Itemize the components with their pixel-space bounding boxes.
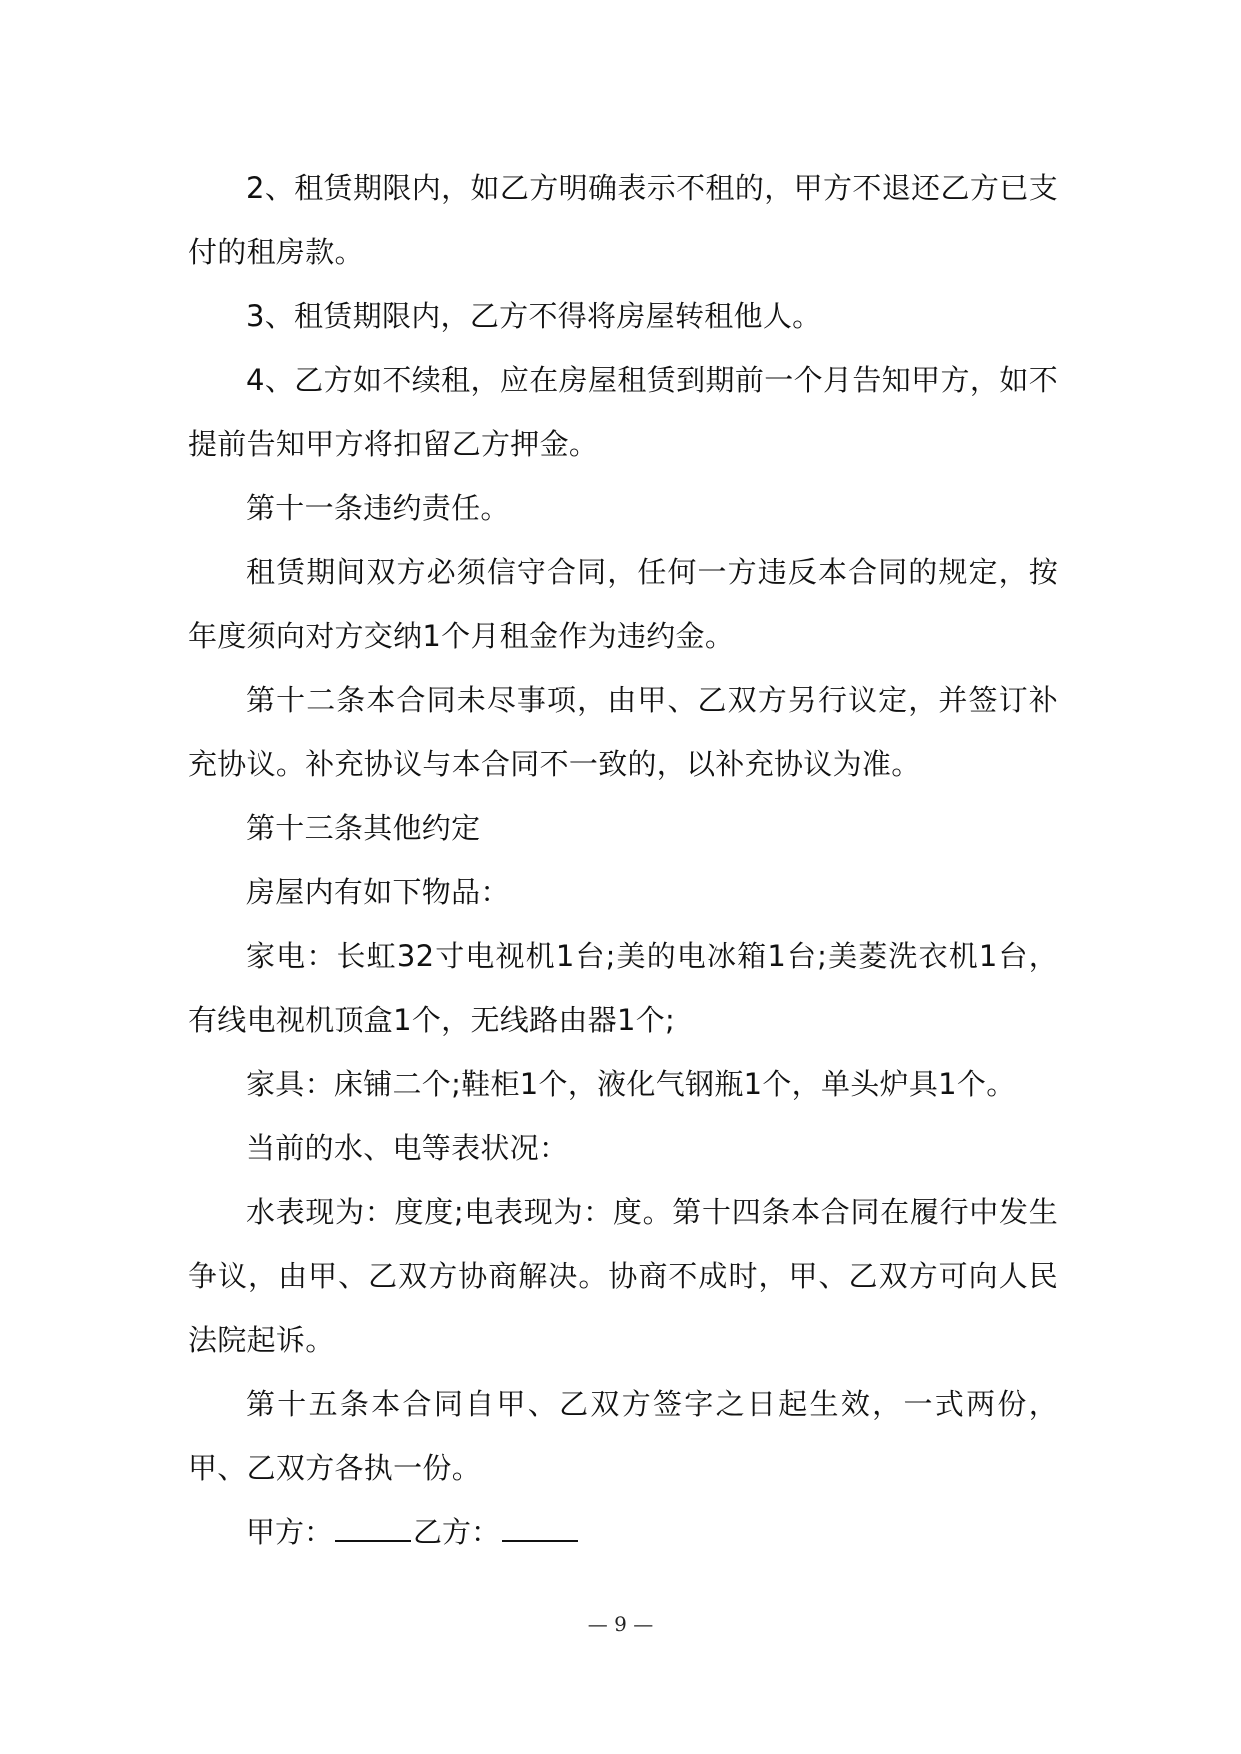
clause-paragraph: 3、租赁期限内，乙方不得将房屋转租他人。 <box>246 299 822 333</box>
party-a-signature-blank <box>335 1516 411 1542</box>
signature-line <box>188 1500 1058 1564</box>
document-body <box>188 156 1058 1564</box>
clause-paragraph: 4、乙方如不续租，应在房屋租赁到期前一个月告知甲方，如不提前告知甲方将扣留乙方押金。 <box>188 363 1058 461</box>
party-b-label: 乙方： <box>413 1515 501 1549</box>
article-paragraph: 第十二条本合同未尽事项，由甲、乙双方另行议定，并签订补充协议。补充协议与本合同不一致的，以补充协议为准。 <box>188 683 1058 781</box>
meter-status-paragraph: 水表现为：度度;电表现为：度。第十四条本合同在履行中发生争议，由甲、乙双方协商解决。协商不成时，甲、乙双方可向人民法院起诉。 <box>188 1195 1058 1357</box>
party-a-label: 甲方： <box>246 1515 334 1549</box>
furniture-list: 家具：床铺二个;鞋柜1个，液化气钢瓶1个，单头炉具1个。 <box>246 1067 1016 1101</box>
article-heading: 第十三条其他约定 <box>246 811 481 845</box>
article-heading: 第十一条违约责任。 <box>246 491 510 525</box>
clause-paragraph: 房屋内有如下物品： <box>246 875 510 909</box>
page-number: — 9 — <box>587 1612 654 1636</box>
party-b-signature-blank <box>502 1516 578 1542</box>
clause-paragraph: 当前的水、电等表状况： <box>246 1131 569 1165</box>
appliance-list: 家电：长虹32寸电视机1台;美的电冰箱1台;美菱洗衣机1台，有线电视机顶盒1个，无线路由器1个; <box>188 939 1058 1037</box>
clause-paragraph: 2、租赁期限内，如乙方明确表示不租的，甲方不退还乙方已支付的租房款。 <box>188 171 1058 269</box>
article-paragraph: 第十五条本合同自甲、乙双方签字之日起生效，一式两份，甲、乙双方各执一份。 <box>188 1387 1058 1485</box>
clause-paragraph: 租赁期间双方必须信守合同，任何一方违反本合同的规定，按年度须向对方交纳1个月租金作为违约金。 <box>188 555 1058 653</box>
